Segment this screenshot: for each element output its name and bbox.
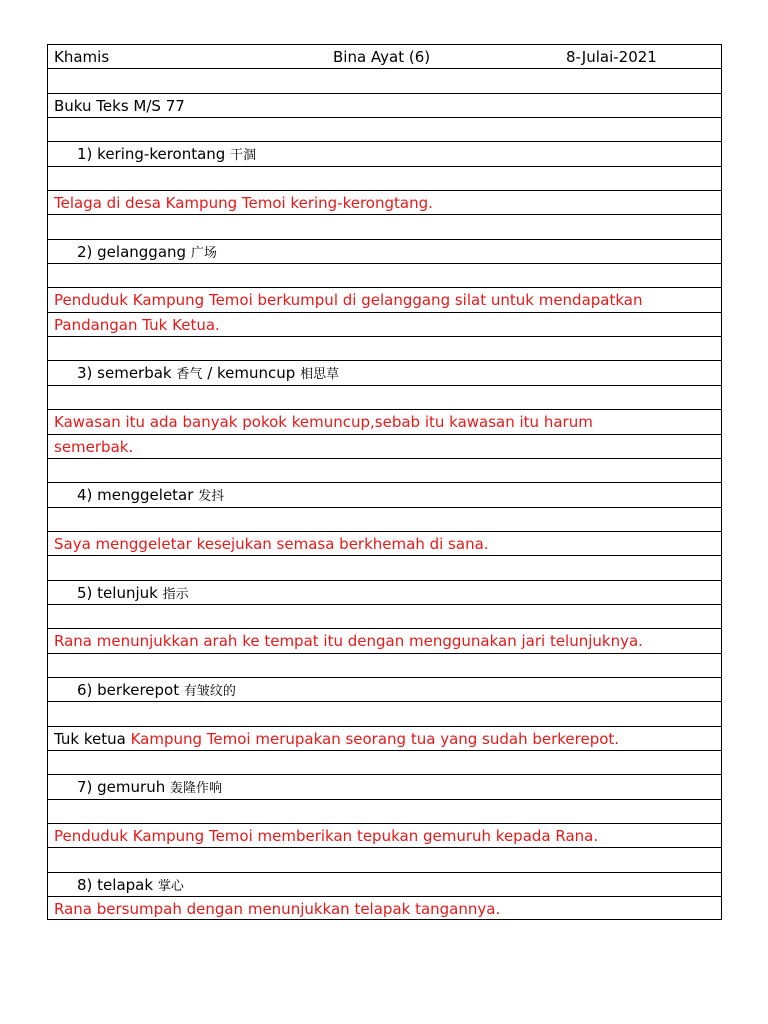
blank-row	[48, 69, 721, 93]
sentence-4: Saya menggeletar kesejukan semasa berkhemah di sana.	[54, 534, 489, 553]
header-row	[48, 45, 721, 69]
sentence-row-7	[48, 824, 721, 848]
book-reference-row	[48, 94, 721, 118]
vocab-meaning-2: 广场	[190, 245, 217, 261]
day-label: Khamis	[54, 48, 110, 66]
sentence-1: Telaga di desa Kampung Temoi kering-kerongtang.	[54, 194, 433, 213]
vocab-word-5: 5) telunjuk	[77, 583, 158, 602]
vocab-word-1: 1) kering-kerontang	[77, 145, 226, 164]
sentence-2-line-2: Pandangan Tuk Ketua.	[54, 315, 220, 334]
book-reference: Buku Teks M/S 77	[54, 96, 185, 115]
vocab-meaning-4: 发抖	[198, 489, 225, 505]
vocab-word-7: 7) gemuruh	[77, 778, 166, 797]
vocab-row-5	[48, 581, 721, 605]
vocab-row-8	[48, 873, 721, 897]
vocab-row-1	[48, 142, 721, 166]
blank-row	[48, 167, 721, 191]
sentence-row-4	[48, 532, 721, 556]
vocab-row-7	[48, 775, 721, 799]
vocab-row-2	[48, 240, 721, 264]
blank-row	[48, 215, 721, 239]
blank-row	[48, 654, 721, 678]
blank-row	[48, 800, 721, 824]
vocab-word-2: 2) gelanggang	[77, 242, 187, 261]
blank-row	[48, 605, 721, 629]
vocab-meaning-6: 有皱纹的	[183, 683, 236, 699]
sentence-row-8	[48, 897, 721, 920]
blank-row	[48, 751, 721, 775]
sentence-row-2b	[48, 313, 721, 337]
sentence-row-6	[48, 727, 721, 751]
blank-row	[48, 702, 721, 726]
sentence-row-5	[48, 629, 721, 653]
blank-row	[48, 386, 721, 410]
vocab-meaning-5: 指示	[162, 586, 189, 602]
blank-row	[48, 556, 721, 580]
sentence-5: Rana menunjukkan arah ke tempat itu dengan menggunakan jari telunjuknya.	[54, 632, 643, 651]
vocab-word-3b: / kemuncup	[207, 364, 296, 383]
blank-row	[48, 118, 721, 142]
vocab-meaning-3b: 相思草	[300, 367, 340, 383]
sentence-2-line-1: Penduduk Kampung Temoi berkumpul di gelanggang silat untuk mendapatkan	[54, 291, 643, 310]
vocab-word-4: 4) menggeletar	[77, 486, 194, 505]
vocab-word-8: 8) telapak	[77, 875, 154, 894]
vocab-row-4	[48, 483, 721, 507]
sentence-row-1	[48, 191, 721, 215]
sentence-7: Penduduk Kampung Temoi memberikan tepukan gemuruh kepada Rana.	[54, 827, 599, 845]
blank-row	[48, 459, 721, 483]
blank-row	[48, 337, 721, 361]
blank-row	[48, 508, 721, 532]
sentence-6: Kampung Temoi merupakan seorang tua yang sudah berkerepot.	[125, 729, 620, 748]
date-label: 8-Julai-2021	[566, 48, 657, 66]
vocab-word-6: 6) berkerepot	[77, 680, 180, 699]
sentence-row-3b	[48, 435, 721, 459]
vocab-meaning-3: 香气	[176, 367, 203, 383]
worksheet-table	[47, 44, 722, 920]
vocab-meaning-8: 掌心	[157, 878, 184, 894]
vocab-meaning-7: 轰隆作响	[170, 781, 223, 797]
vocab-row-3	[48, 361, 721, 385]
sentence-8: Rana bersumpah dengan menunjukkan telapak tangannya.	[54, 900, 501, 919]
sentence-row-2a	[48, 288, 721, 312]
vocab-row-6	[48, 678, 721, 702]
vocab-meaning-1: 干涸	[230, 148, 257, 164]
sentence-3-line-2: semerbak.	[54, 437, 134, 456]
sentence-3-line-1: Kawasan itu ada banyak pokok kemuncup,sebab itu kawasan itu harum	[54, 413, 593, 432]
blank-row	[48, 264, 721, 288]
sentence-6-prefix: Tuk ketua	[54, 729, 126, 748]
vocab-word-3: 3) semerbak	[77, 364, 172, 383]
sentence-row-3a	[48, 410, 721, 434]
blank-row	[48, 848, 721, 872]
worksheet-title: Bina Ayat (6)	[333, 48, 431, 66]
